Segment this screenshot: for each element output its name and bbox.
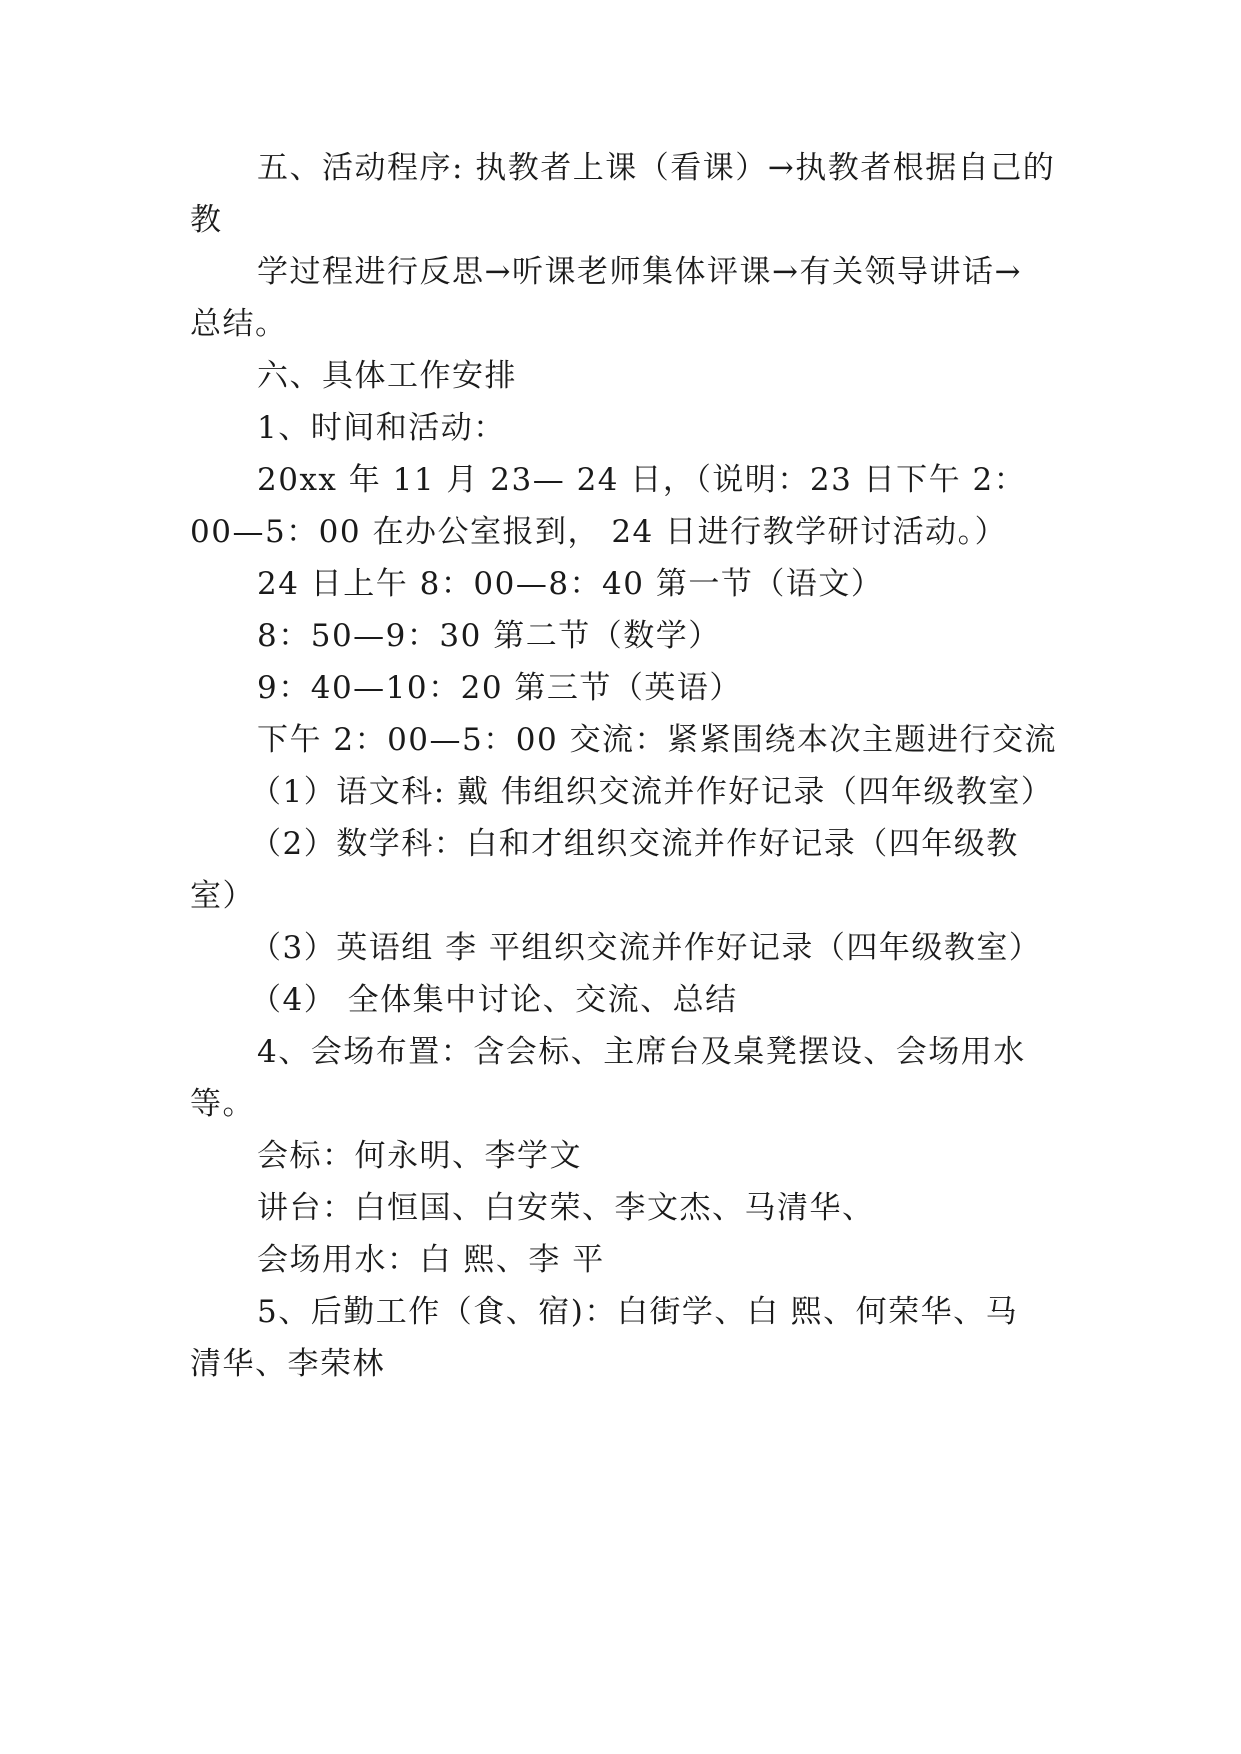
paragraph-line: 20xx 年 11 月 23— 24 日，（说明：23 日下午 2：	[257, 462, 1027, 498]
list-item: （1）语文科: 戴 伟组织交流并作好记录（四年级教室）	[250, 774, 1054, 810]
schedule-line: 8：50—9：30 第二节（数学）	[257, 618, 721, 654]
paragraph-line: 学过程进行反思→听课老师集体评课→有关领导讲话→	[257, 254, 1022, 290]
schedule-line: 9：40—10：20 第三节（英语）	[257, 670, 742, 706]
paragraph-line: 总结。	[190, 306, 288, 342]
section-heading: 六、具体工作安排	[257, 358, 517, 394]
paragraph-line: 五、活动程序: 执教者上课（看课）→执教者根据自己的	[257, 150, 1056, 186]
assignment-line: 讲台：白恒国、白安荣、李文杰、马清华、	[257, 1190, 875, 1226]
paragraph-line: 4、会场布置：含会标、主席台及桌凳摆设、会场用水	[257, 1034, 1026, 1070]
paragraph-line: 教	[190, 202, 223, 238]
schedule-line: 24 日上午 8：00—8：40 第一节（语文）	[257, 566, 884, 602]
paragraph-line: 等。	[190, 1086, 255, 1122]
paragraph-line: 清华、李荣林	[190, 1346, 385, 1382]
assignment-line: 会标：何永明、李学文	[257, 1138, 582, 1174]
paragraph-line: 5、后勤工作（食、宿)：白街学、白 熙、何荣华、马	[257, 1294, 1019, 1330]
schedule-line: 下午 2：00—5：00 交流：紧紧围绕本次主题进行交流	[257, 722, 1058, 758]
list-item: （3）英语组 李 平组织交流并作好记录（四年级教室）	[250, 930, 1042, 966]
list-item: （4） 全体集中讨论、交流、总结	[250, 982, 738, 1018]
list-item: （2）数学科：白和才组织交流并作好记录（四年级教	[250, 826, 1019, 862]
subsection-heading: 1、时间和活动：	[257, 410, 506, 446]
paragraph-line: 00—5：00 在办公室报到， 24 日进行教学研讨活动。）	[190, 514, 1008, 550]
paragraph-line: 室）	[190, 878, 255, 914]
assignment-line: 会场用水：白 熙、李 平	[257, 1242, 605, 1278]
